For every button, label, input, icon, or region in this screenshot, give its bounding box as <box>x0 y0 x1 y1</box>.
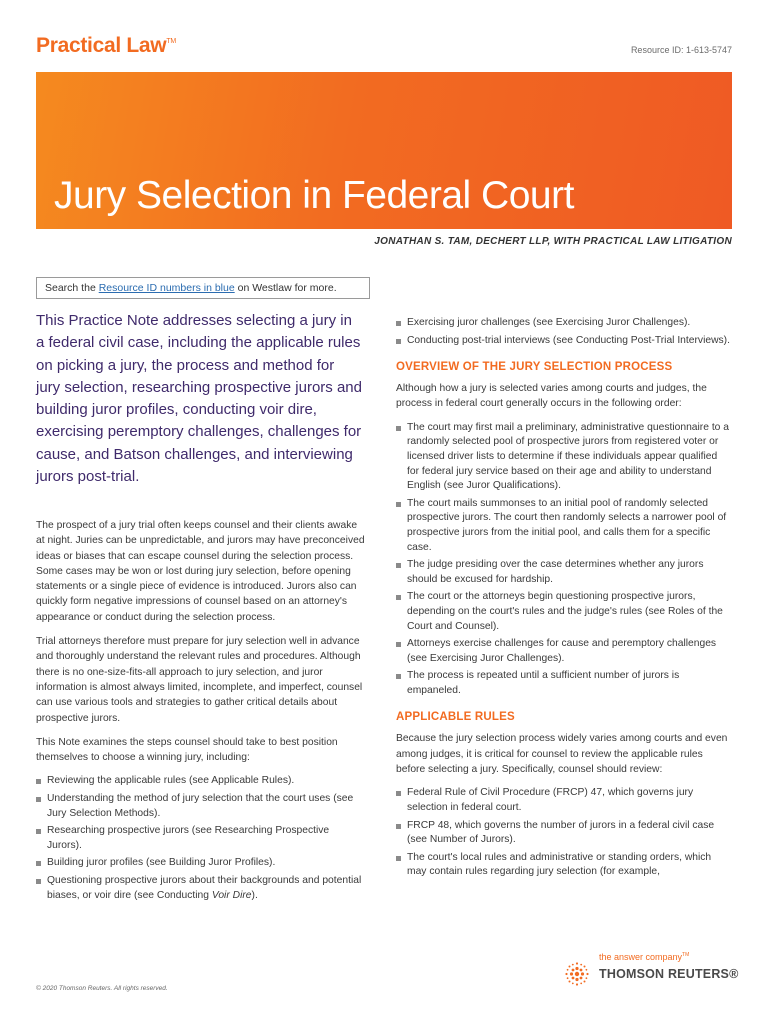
thomson-reuters-dots-icon <box>563 960 591 988</box>
document-title: Jury Selection in Federal Court <box>54 174 574 217</box>
list-item-text: Questioning prospective jurors about their backgrounds and potential biases, or voir dire (see Conducting <box>47 875 362 901</box>
paragraph: The prospect of a jury trial often keeps counsel and their clients awake at night. Juries can be unpredictable, and jurors may have preconceived ideas or biases that can escape counsel during the selection process. Some cases may be won or lost during jury selection, before opening statements or a single piece of evidence is introduced. Jurors also can quickly form negative impressions of counsel based on an attorney's appearance or conduct during the selection process. <box>36 520 365 623</box>
list-item: The court may first mail a preliminary, administrative questionnaire to a randomly selected pool of prospective jurors from registered voter or licensed driver lists to determine if these individuals appear qualified for federal jury service based on their age and ability to understand English (see Juror Qualifications). <box>396 421 732 494</box>
right-body-column <box>396 316 732 889</box>
answer-company-tagline: the answer company™ <box>599 952 690 962</box>
practical-law-logo: Practical Law™ <box>36 34 176 57</box>
author-line: JONATHAN S. TAM, DECHERT LLP, WITH PRACTICAL LAW LITIGATION <box>374 236 732 247</box>
search-note-box <box>36 277 370 299</box>
list-item-text: ). <box>251 889 258 901</box>
paragraph: Although how a jury is selected varies among courts and judges, the process in federal court generally occurs in the following order: <box>396 383 707 410</box>
search-note-suffix: on Westlaw for more. <box>234 282 337 294</box>
list-item: FRCP 48, which governs the number of jurors in a federal civil case (see Number of Jurors). <box>396 819 732 848</box>
list-item: Attorneys exercise challenges for cause and peremptory challenges (see Exercising Juror Challenges). <box>396 637 732 666</box>
list-item: The judge presiding over the case determines whether any jurors should be excused for hardship. <box>396 558 732 587</box>
rules-list <box>396 786 732 880</box>
paragraph: Trial attorneys therefore must prepare for jury selection well in advance and thoroughly understand the relevant rules and procedures. Although there is no one-size-fits-all approach to jury selection, and juror information is almost always limited, incomplete, and imperfect, counsel can use various tools and strategies to gather critical details about prospective jurors. <box>36 636 363 724</box>
list-item: Conducting post-trial interviews (see Conducting Post-Trial Interviews). <box>396 334 732 349</box>
resource-id: Resource ID: 1-613-5747 <box>630 45 732 55</box>
list-item: The process is repeated until a sufficient number of jurors is empaneled. <box>396 669 732 698</box>
title-banner <box>36 72 732 229</box>
paragraph: This Note examines the steps counsel should take to best position themselves to choose a winning jury, including: <box>36 736 338 764</box>
left-body-column <box>36 518 366 912</box>
voir-dire-italic: Voir Dire <box>211 889 252 901</box>
overview-heading: OVERVIEW OF THE JURY SELECTION PROCESS <box>396 361 673 374</box>
thomson-reuters-wordmark: THOMSON REUTERS® <box>599 967 739 981</box>
list-item: The court's local rules and administrative or standing orders, which may contain rules regarding jury selection (for example, <box>396 851 732 880</box>
search-note-prefix: Search the <box>45 282 99 294</box>
steps-list-continued <box>396 316 732 348</box>
copyright-notice: © 2020 Thomson Reuters. All rights reserved. <box>36 985 168 992</box>
list-item: Federal Rule of Civil Procedure (FRCP) 47, which governs jury selection in federal court. <box>396 786 732 815</box>
resource-id-link[interactable]: Resource ID numbers in blue <box>98 282 235 294</box>
intro-summary: This Practice Note addresses selecting a jury in a federal civil case, including the applicable rules on picking a jury, the process and method for jury selection, researching prospective jurors and building juror profiles, conducting voir dire, exercising peremptory challenges, challenges for cause, and Batson challenges, and interviewing jurors post-trial. <box>36 312 362 486</box>
list-item: Exercising juror challenges (see Exercising Juror Challenges). <box>396 316 732 331</box>
list-item: Understanding the method of jury selection that the court uses (see Jury Selection Methods). <box>36 792 366 821</box>
list-item: The court mails summonses to an initial pool of randomly selected prospective jurors. The court then randomly selects a narrower pool of prospective jurors from the initial pool, and calls them for a specific case. <box>396 497 732 555</box>
applicable-rules-heading: APPLICABLE RULES <box>396 711 515 724</box>
process-list <box>396 421 732 699</box>
paragraph: Because the jury selection process widely varies among courts and even among judges, it is critical for counsel to review the applicable rules before selecting a jury. Specifically, counsel should review: <box>396 733 728 776</box>
list-item: Reviewing the applicable rules (see Applicable Rules). <box>36 774 366 789</box>
list-item: The court or the attorneys begin questioning prospective jurors, depending on the court's rules and the judge's rules (see Roles of the Court and Counsel). <box>396 590 732 634</box>
list-item: Building juror profiles (see Building Juror Profiles). <box>36 856 366 871</box>
list-item <box>36 874 366 903</box>
thomson-reuters-logo <box>563 952 743 992</box>
list-item: Researching prospective jurors (see Researching Prospective Jurors). <box>36 824 366 853</box>
steps-list <box>36 774 366 903</box>
